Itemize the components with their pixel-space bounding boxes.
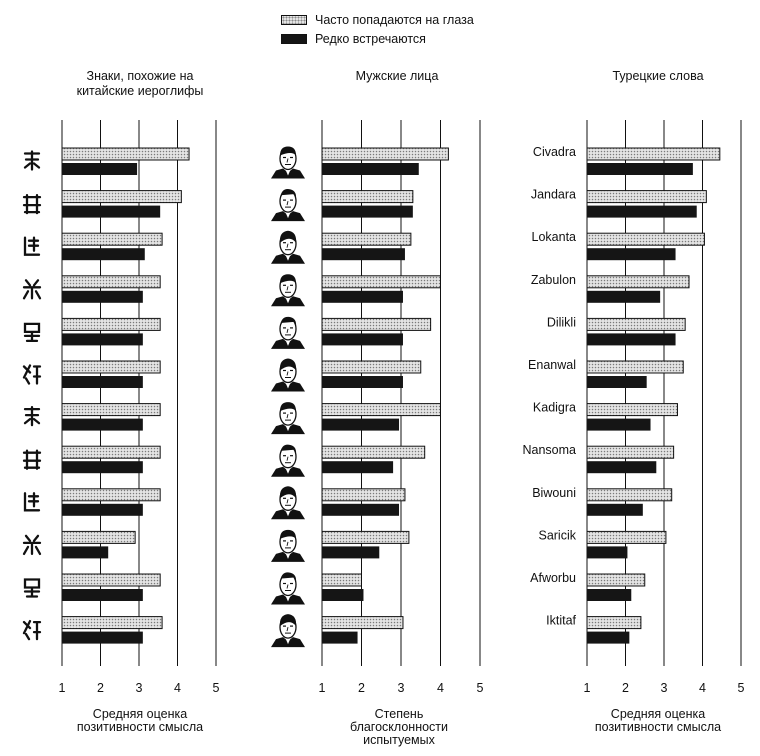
bar-rare [322,632,358,644]
male-face-portrait-icon [271,614,305,647]
x-axis-label: позитивности смысла [76,720,204,734]
chinese-character-icon [25,407,39,425]
male-face-portrait-icon [271,317,305,349]
bar-rare [587,546,627,558]
category-label: Enanwal [528,358,576,372]
bar-frequent [587,148,720,160]
x-tick-label: 2 [358,681,365,695]
bar-frequent [62,531,135,543]
bar-rare [322,206,413,218]
x-axis-label: Средняя оценка [610,707,706,721]
bar-rare [322,419,399,431]
male-face-portrait-icon [271,274,305,306]
x-tick-label: 2 [622,681,629,695]
category-label: Zabulon [530,272,576,287]
x-axis-label: позитивности смысла [594,720,722,734]
bar-frequent [587,191,706,203]
bar-rare [62,504,143,516]
bar-rare [587,589,631,601]
bar-frequent [62,233,162,245]
bar-frequent [322,318,431,330]
bar-frequent [322,191,413,203]
panel-title: Мужские лица [355,69,439,83]
bar-frequent [587,276,689,288]
bar-rare [322,504,399,516]
bar-frequent [587,233,704,245]
chart-panel-3 [523,69,745,734]
bar-rare [62,333,143,345]
bar-frequent [587,404,677,416]
bar-frequent [62,191,181,203]
category-label: Lokanta [531,230,576,245]
bar-frequent [322,361,421,373]
male-face-portrait-icon [271,147,305,179]
bar-frequent [62,617,162,629]
category-label: Biwouni [532,485,576,500]
bar-rare [62,546,108,558]
bar-rare [587,163,693,175]
bar-frequent [587,446,674,458]
male-face-portrait-icon [271,231,305,264]
chinese-character-icon [25,238,39,255]
x-axis-label: Средняя оценка [92,707,188,721]
male-face-portrait-icon [271,530,305,562]
bar-rare [587,376,647,388]
x-tick-label: 2 [97,681,104,695]
bar-rare [62,248,145,260]
bar-frequent [62,489,160,501]
bar-frequent [62,361,160,373]
bar-frequent [322,617,403,629]
chinese-character-icon [25,324,39,341]
bar-rare [322,589,363,601]
chinese-character-icon [25,493,39,510]
bar-frequent [322,148,448,160]
bar-rare [62,291,143,303]
legend-label-frequent: Часто попадаются на глаза [315,13,474,27]
chinese-character-icon [25,152,39,170]
bar-rare [322,546,379,558]
bar-rare [322,376,403,388]
bar-frequent [62,574,160,586]
bar-rare [587,461,656,473]
x-tick-label: 4 [699,681,706,695]
chinese-character-icon [24,366,40,384]
bar-rare [322,248,405,260]
bar-frequent [322,276,441,288]
category-label: Civadra [532,145,576,159]
x-tick-label: 1 [58,681,66,695]
bar-rare [587,632,629,644]
chinese-character-icon [24,280,40,298]
chinese-character-icon [24,195,40,213]
bar-rare [587,206,697,218]
chinese-character-icon [24,451,40,469]
male-face-portrait-icon [271,402,305,434]
x-axis-label: испытуемых [363,733,435,747]
male-face-portrait-icon [271,486,305,519]
bar-frequent [62,276,160,288]
x-tick-label: 5 [212,681,220,695]
category-label: Kadigra [532,400,576,415]
x-tick-label: 4 [174,681,181,695]
bar-frequent [322,574,362,586]
bar-rare [62,589,143,601]
category-label: Jandara [530,187,576,202]
bar-frequent [322,446,425,458]
x-tick-label: 3 [397,681,405,695]
bar-frequent [322,404,441,416]
bar-rare [322,291,403,303]
x-tick-label: 1 [583,681,591,695]
male-face-portrait-icon [271,445,305,477]
x-tick-label: 5 [737,681,745,695]
bar-frequent [587,531,666,543]
chart-panel-1 [24,69,220,734]
male-face-portrait-icon [271,359,305,392]
x-tick-label: 1 [318,681,326,695]
bar-frequent [62,446,160,458]
bar-rare [322,461,393,473]
panel-title: китайские иероглифы [76,84,204,98]
x-tick-label: 5 [476,681,484,695]
x-tick-label: 3 [660,681,668,695]
bar-rare [587,248,676,260]
bar-frequent [322,489,405,501]
bar-frequent [322,531,409,543]
bar-rare [322,163,419,175]
bar-rare [62,163,137,175]
bar-rare [62,461,143,473]
bar-frequent [587,489,672,501]
x-tick-label: 3 [135,681,143,695]
male-face-portrait-icon [271,189,305,221]
chinese-character-icon [25,580,39,597]
bar-rare [587,333,676,345]
bar-frequent [587,617,641,629]
chart-panel-2 [271,69,484,747]
bar-frequent [587,318,685,330]
bar-frequent [587,574,645,586]
panel-title: Турецкие слова [612,69,704,83]
bar-rare [587,419,651,431]
bar-rare [587,504,643,516]
bar-rare [322,333,403,345]
panel-title: Знаки, похожие на [86,69,194,83]
chinese-character-icon [24,621,40,639]
bar-frequent [62,404,160,416]
bar-rare [62,206,160,218]
category-label: Nansoma [522,443,576,458]
chinese-character-icon [24,536,40,554]
category-label: Iktitaf [546,613,576,628]
category-label: Dilikli [546,315,576,330]
bar-rare [62,376,143,388]
bar-rare [587,291,660,303]
x-axis-label: Степень [374,707,424,721]
bar-frequent [62,318,160,330]
x-tick-label: 4 [437,681,444,695]
category-label: Saricik [538,528,576,543]
male-face-portrait-icon [271,572,305,604]
x-axis-label: благосклонности [349,720,449,734]
bar-rare [62,632,143,644]
category-label: Afworbu [530,571,576,585]
bar-rare [62,419,143,431]
legend-label-rare: Редко встречаются [315,32,426,46]
bar-frequent [62,148,189,160]
bar-frequent [587,361,683,373]
bar-frequent [322,233,411,245]
